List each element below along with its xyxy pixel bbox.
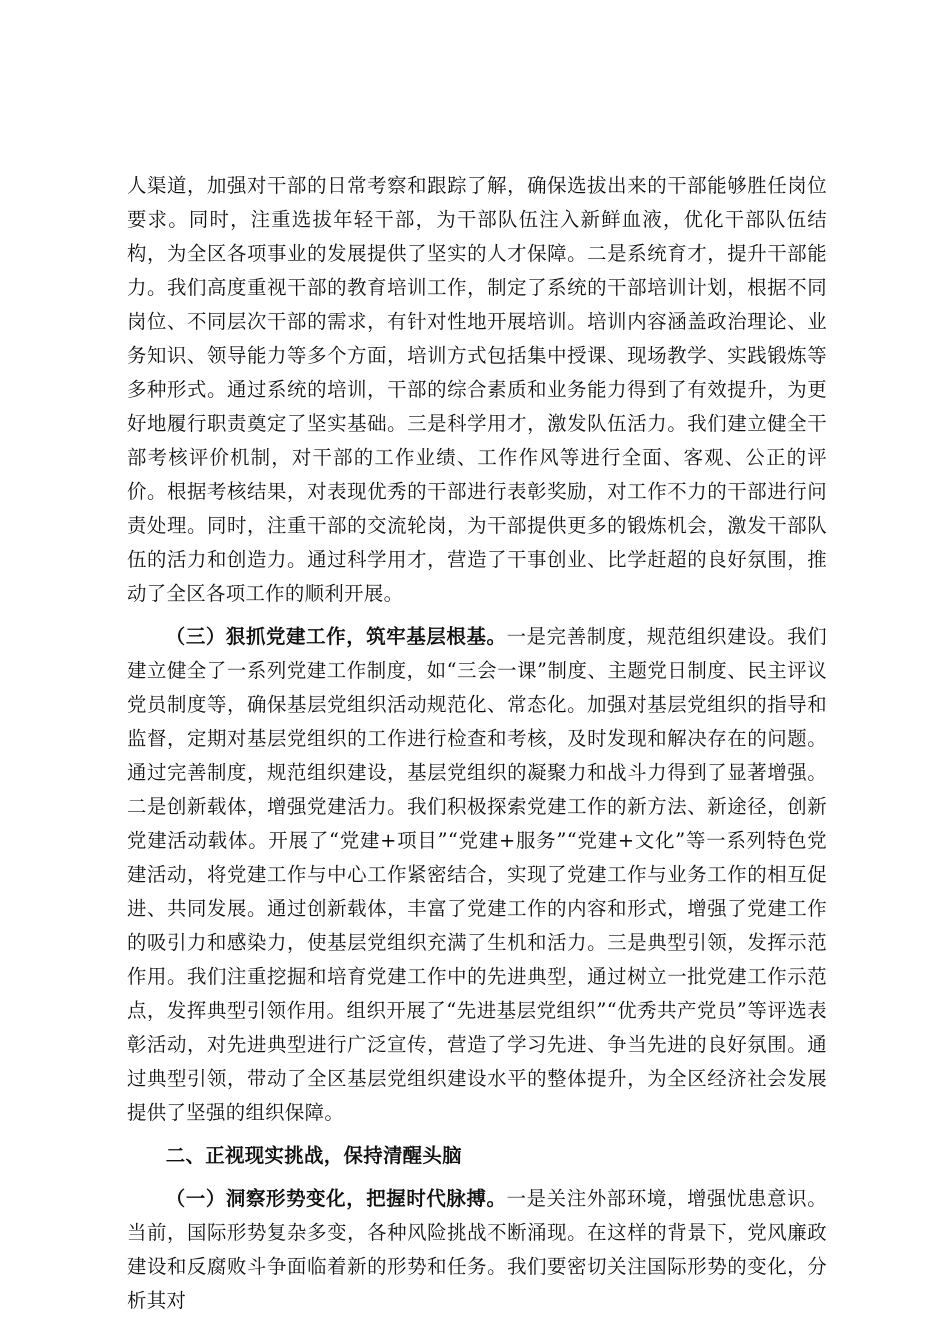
paragraph-party-building-body: 一是完善制度，规范组织建设。我们建立健全了一系列党建工作制度，如“三会一课”制度、主题党日制度、民主评议党员制度等，确保基层党组织活动规范化、常态化。加强对基层党组织的指导和监督，定期对基层党组织的工作进行检查和考核，及时发现和解决存在的问题。通过完善制度，规范组织建设，基层党组织的凝聚力和战斗力得到了显著增强。二是创新载体，增强党建活力。我们积极探索党建工作的新方法、新途径，创新党建活动载体。开展了“党建+项目”“党建+服务”“党建+文化”等一系列特色党建活动，将党建工作与中心工作紧密结合，实现了党建工作与业务工作的相互促进、共同发展。通过创新载体，丰富了党建工作的内容和形式，增强了党建工作的吸引力和感染力，使基层党组织充满了生机和活力。三是典型引领，发挥示范作用。我们注重挖掘和培育党建工作中的先进典型，通过树立一批党建工作示范点，发挥典型引领作用。组织开展了“先进基层党组织”“优秀共产党员”等评选表彰活动，对先进典型进行广泛宣传，营造了学习先进、争当先进的良好氛围。通过典型引领，带动了全区基层党组织建设水平的整体提升，为全区经济社会发展提供了坚强的组织保障。 xyxy=(127,625,827,1124)
paragraph-situation-body: 一是关注外部环境，增强忧患意识。当前，国际形势复杂多变，各种风险挑战不断涌现。在这样的背景下，党风廉政建设和反腐败斗争面临着新的形势和任务。我们要密切关注国际形势的变化，分析其对 xyxy=(127,1187,827,1312)
paragraph-party-building xyxy=(127,620,827,1130)
paragraph-cadre-work: 人渠道，加强对干部的日常考察和跟踪了解，确保选拔出来的干部能够胜任岗位要求。同时，注重选拔年轻干部，为干部队伍注入新鲜血液，优化干部队伍结构，为全区各项事业的发展提供了坚实的人才保障。二是系统育才，提升干部能力。我们高度重视干部的教育培训工作，制定了系统的干部培训计划，根据不同岗位、不同层次干部的需求，有针对性地开展培训。培训内容涵盖政治理论、业务知识、领导能力等多个方面，培训方式包括集中授课、现场教学、实践锻炼等多种形式。通过系统的培训，干部的综合素质和业务能力得到了有效提升，为更好地履行职责奠定了坚实基础。三是科学用才，激发队伍活力。我们建立健全干部考核评价机制，对干部的工作业绩、工作作风等进行全面、客观、公正的评价。根据考核结果，对表现优秀的干部进行表彰奖励，对工作不力的干部进行问责处理。同时，注重干部的交流轮岗，为干部提供更多的锻炼机会，激发干部队伍的活力和创造力。通过科学用才，营造了干事创业、比学赶超的良好氛围，推动了全区各项工作的顺利开展。 xyxy=(127,174,827,605)
paragraph-party-building-heading: （三）狠抓党建工作，筑牢基层根基。 xyxy=(165,625,507,648)
paragraph-situation-heading: （一）洞察形势变化，把握时代脉搏。 xyxy=(165,1187,507,1210)
section-heading-2: 二、正视现实挑战，保持清醒头脑 xyxy=(165,1144,462,1167)
document-page xyxy=(127,169,827,1318)
paragraph-situation xyxy=(127,1182,827,1318)
